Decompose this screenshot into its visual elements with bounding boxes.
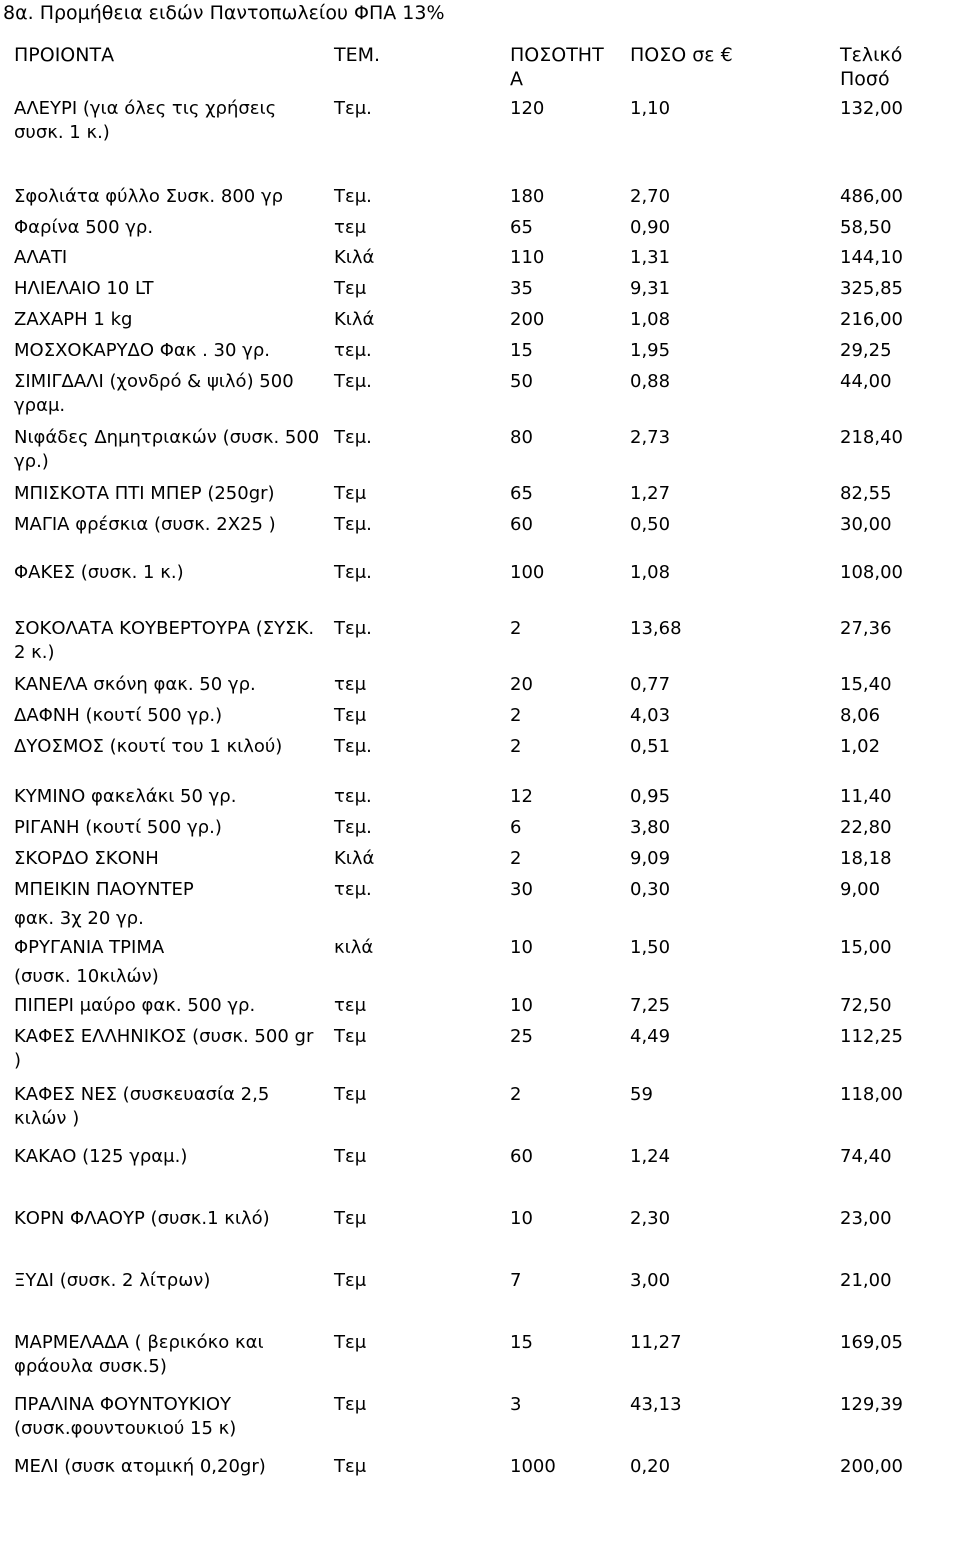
product-cell: ΑΛΑΤΙ [14, 247, 68, 268]
table-row [10, 1023, 960, 1081]
product-cell [10, 934, 330, 992]
price-cell: 0,90 [630, 217, 671, 238]
price-cell: 7,25 [630, 995, 671, 1016]
product-line: ΦΡΥΓΑΝΙΑ ΤΡΙΜΑ [14, 937, 165, 958]
quantity-cell: 2 [510, 736, 522, 757]
price-cell: 0,30 [630, 879, 671, 900]
price-cell: 0,20 [630, 1456, 671, 1477]
product-cell: ΠΙΠΕΡΙ μαύρο φακ. 500 γρ. [14, 995, 256, 1016]
unit-cell: Τεμ [334, 1456, 367, 1477]
price-cell: 0,50 [630, 514, 671, 535]
total-cell: 15,40 [840, 674, 892, 695]
quantity-cell: 2 [510, 1084, 522, 1105]
product-cell: ΚΑΝΕΛΑ σκόνη φακ. 50 γρ. [14, 674, 256, 695]
product-line: (συσκ. 10κιλών) [14, 966, 159, 987]
table-row [10, 244, 960, 275]
quantity-cell: 25 [510, 1026, 533, 1047]
table-row [10, 702, 960, 733]
unit-cell: τεμ. [334, 340, 372, 361]
product-cell: ΗΛΙΕΛΑΙΟ 10 LT [14, 278, 154, 299]
product-cell: ΚΟΡΝ ΦΛΑΟΥΡ (συσκ.1 κιλό) [14, 1208, 270, 1229]
price-cell: 9,09 [630, 848, 671, 869]
header-product: ΠΡΟΙΟΝΤΑ [14, 44, 115, 66]
quantity-cell: 35 [510, 278, 533, 299]
price-cell: 43,13 [630, 1394, 682, 1415]
unit-cell: τεμ [334, 674, 367, 695]
product-cell: ΜΑΡΜΕΛΑΔΑ ( βερικόκο και φράουλα συσκ.5) [14, 1332, 264, 1377]
table-row [10, 934, 960, 992]
total-cell: 18,18 [840, 848, 892, 869]
price-cell: 1,31 [630, 247, 671, 268]
product-cell: ΚΑΦΕΣ ΝΕΣ (συσκευασία 2,5 κιλών ) [14, 1084, 270, 1129]
total-cell: 27,36 [840, 618, 892, 639]
price-cell: 3,00 [630, 1270, 671, 1291]
total-cell: 169,05 [840, 1332, 903, 1353]
table-row [10, 814, 960, 845]
header-price: ΠΟΣΟ σε € [630, 44, 733, 66]
quantity-cell: 2 [510, 848, 522, 869]
product-cell: ΚΑΚΑΟ (125 γραμ.) [14, 1146, 188, 1167]
quantity-cell: 10 [510, 937, 533, 958]
total-cell: 22,80 [840, 817, 892, 838]
unit-cell: Κιλά [334, 247, 375, 268]
total-cell: 44,00 [840, 371, 892, 392]
product-line: ΜΠΕΙΚΙΝ ΠΑΟΥΝΤΕΡ [14, 879, 194, 900]
table-row [10, 424, 960, 480]
product-cell: Νιφάδες Δημητριακών (συσκ. 500 γρ.) [14, 427, 320, 472]
table-row [10, 1453, 960, 1513]
table-row [10, 783, 960, 814]
total-cell: 58,50 [840, 217, 892, 238]
total-cell: 30,00 [840, 514, 892, 535]
price-cell: 0,88 [630, 371, 671, 392]
price-cell: 2,70 [630, 186, 671, 207]
total-cell: 82,55 [840, 483, 892, 504]
quantity-cell: 110 [510, 247, 545, 268]
total-cell: 200,00 [840, 1456, 903, 1477]
product-cell: ΠΡΑΛΙΝΑ ΦΟΥΝΤΟΥΚΙΟΥ (συσκ.φουντουκιού 15 κ) [14, 1394, 237, 1439]
unit-cell: Τεμ. [334, 817, 372, 838]
unit-cell: Τεμ [334, 1394, 367, 1415]
quantity-cell: 65 [510, 217, 533, 238]
product-cell: ΣΚΟΡΔΟ ΣΚΟΝΗ [14, 848, 159, 869]
product-cell: ΔΑΦΝΗ (κουτί 500 γρ.) [14, 705, 223, 726]
unit-cell: Τεμ. [334, 618, 372, 639]
product-cell: ΦΑΚΕΣ (συσκ. 1 κ.) [14, 562, 184, 583]
product-cell [10, 876, 330, 934]
unit-cell: Τεμ. [334, 514, 372, 535]
quantity-cell: 3 [510, 1394, 522, 1415]
product-cell: Σφολιάτα φύλλο Συσκ. 800 γρ [14, 186, 284, 207]
quantity-cell: 80 [510, 427, 533, 448]
product-cell: ΜΑΓΙΑ φρέσκια (συσκ. 2Χ25 ) [14, 514, 276, 535]
product-cell: ΜΕΛΙ (συσκ ατομική 0,20gr) [14, 1456, 266, 1477]
table-row [10, 337, 960, 368]
product-cell: ΔΥΟΣΜΟΣ (κουτί του 1 κιλού) [14, 736, 283, 757]
quantity-cell: 6 [510, 817, 522, 838]
price-cell: 1,50 [630, 937, 671, 958]
price-cell: 1,08 [630, 309, 671, 330]
table-row [10, 1081, 960, 1143]
quantity-cell: 2 [510, 618, 522, 639]
total-cell: 9,00 [840, 879, 881, 900]
products-table [9, 40, 960, 1513]
unit-cell: Τεμ [334, 483, 367, 504]
quantity-cell: 30 [510, 879, 533, 900]
table-row [10, 480, 960, 511]
header-quantity: ΠΟΣΟΤΗΤ Α [510, 44, 604, 90]
product-cell: ΜΟΣΧΟΚΑΡΥΔΟ Φακ . 30 γρ. [14, 340, 270, 361]
header-total: Τελικό Ποσό [840, 44, 903, 90]
table-row [10, 183, 960, 214]
total-cell: 132,00 [840, 98, 903, 119]
table-header-row [10, 41, 960, 95]
product-line: φακ. 3χ 20 γρ. [14, 908, 144, 929]
quantity-cell: 15 [510, 1332, 533, 1353]
table-row [10, 95, 960, 183]
table-row [10, 214, 960, 244]
total-cell: 21,00 [840, 1270, 892, 1291]
quantity-cell: 50 [510, 371, 533, 392]
quantity-cell: 1000 [510, 1456, 556, 1477]
price-cell: 9,31 [630, 278, 671, 299]
unit-cell: Τεμ. [334, 371, 372, 392]
unit-cell: Τεμ [334, 1208, 367, 1229]
product-cell: ΚΥΜΙΝΟ φακελάκι 50 γρ. [14, 786, 237, 807]
product-cell: ΚΑΦΕΣ ΕΛΛΗΝΙΚΟΣ (συσκ. 500 gr ) [14, 1026, 314, 1071]
total-cell: 29,25 [840, 340, 892, 361]
price-cell: 2,73 [630, 427, 671, 448]
price-cell: 0,77 [630, 674, 671, 695]
price-cell: 13,68 [630, 618, 682, 639]
total-cell: 129,39 [840, 1394, 903, 1415]
quantity-cell: 100 [510, 562, 545, 583]
table-row [10, 845, 960, 876]
total-cell: 11,40 [840, 786, 892, 807]
table-row [10, 733, 960, 783]
quantity-cell: 120 [510, 98, 545, 119]
price-cell: 1,08 [630, 562, 671, 583]
total-cell: 144,10 [840, 247, 903, 268]
unit-cell: τεμ. [334, 879, 372, 900]
table-row [10, 671, 960, 702]
unit-cell: Τεμ. [334, 98, 372, 119]
price-cell: 0,51 [630, 736, 671, 757]
total-cell: 216,00 [840, 309, 903, 330]
product-cell: ΜΠΙΣΚΟΤΑ ΠΤΙ ΜΠΕΡ (250gr) [14, 483, 275, 504]
unit-cell: Τεμ. [334, 427, 372, 448]
price-cell: 4,03 [630, 705, 671, 726]
product-cell: Φαρίνα 500 γρ. [14, 217, 154, 238]
unit-cell: τεμ. [334, 786, 372, 807]
total-cell: 1,02 [840, 736, 881, 757]
price-cell: 59 [630, 1084, 653, 1105]
total-cell: 218,40 [840, 427, 903, 448]
quantity-cell: 7 [510, 1270, 522, 1291]
quantity-cell: 10 [510, 995, 533, 1016]
unit-cell: Τεμ [334, 278, 367, 299]
total-cell: 23,00 [840, 1208, 892, 1229]
total-cell: 108,00 [840, 562, 903, 583]
unit-cell: Τεμ [334, 1084, 367, 1105]
product-cell: ΣΙΜΙΓΔΑΛΙ (χονδρό & ψιλό) 500 γραμ. [14, 371, 294, 416]
price-cell: 2,30 [630, 1208, 671, 1229]
table-row [10, 306, 960, 337]
table-row [10, 992, 960, 1023]
quantity-cell: 2 [510, 705, 522, 726]
header-unit: ΤΕΜ. [334, 44, 381, 66]
unit-cell: Τεμ [334, 1332, 367, 1353]
price-cell: 11,27 [630, 1332, 682, 1353]
unit-cell: Τεμ [334, 1026, 367, 1047]
quantity-cell: 20 [510, 674, 533, 695]
product-cell: ΑΛΕΥΡΙ (για όλες τις χρήσεις συσκ. 1 κ.) [14, 98, 277, 143]
price-cell: 3,80 [630, 817, 671, 838]
total-cell: 15,00 [840, 937, 892, 958]
unit-cell: Κιλά [334, 309, 375, 330]
total-cell: 74,40 [840, 1146, 892, 1167]
table-row [10, 368, 960, 424]
quantity-cell: 15 [510, 340, 533, 361]
product-cell: ΣΟΚΟΛΑΤΑ ΚΟΥΒΕΡΤΟΥΡΑ (ΣΥΣΚ. 2 κ.) [14, 618, 315, 663]
price-cell: 1,24 [630, 1146, 671, 1167]
unit-cell: Τεμ [334, 1146, 367, 1167]
quantity-cell: 10 [510, 1208, 533, 1229]
total-cell: 112,25 [840, 1026, 903, 1047]
table-row [10, 876, 960, 934]
product-cell: ΞΥΔΙ (συσκ. 2 λίτρων) [14, 1270, 211, 1291]
unit-cell: Τεμ. [334, 186, 372, 207]
table-row [10, 1329, 960, 1391]
quantity-cell: 60 [510, 1146, 533, 1167]
quantity-cell: 65 [510, 483, 533, 504]
price-cell: 1,95 [630, 340, 671, 361]
table-row [10, 559, 960, 615]
quantity-cell: 180 [510, 186, 545, 207]
table-row [10, 511, 960, 559]
document-title: 8α. Προμήθεια ειδών Παντοπωλείου ΦΠΑ 13% [3, 2, 445, 24]
price-cell: 1,10 [630, 98, 671, 119]
unit-cell: κιλά [334, 937, 374, 958]
unit-cell: Κιλά [334, 848, 375, 869]
quantity-cell: 12 [510, 786, 533, 807]
total-cell: 486,00 [840, 186, 903, 207]
table-row [10, 1205, 960, 1267]
table-row [10, 615, 960, 671]
quantity-cell: 60 [510, 514, 533, 535]
unit-cell: Τεμ. [334, 736, 372, 757]
unit-cell: Τεμ [334, 1270, 367, 1291]
table-row [10, 1143, 960, 1205]
total-cell: 325,85 [840, 278, 903, 299]
table-row [10, 275, 960, 306]
unit-cell: Τεμ [334, 705, 367, 726]
product-cell: ΖΑΧΑΡΗ 1 kg [14, 309, 133, 330]
unit-cell: Τεμ. [334, 562, 372, 583]
unit-cell: τεμ [334, 995, 367, 1016]
table-row [10, 1267, 960, 1329]
unit-cell: τεμ [334, 217, 367, 238]
product-cell: ΡΙΓΑΝΗ (κουτί 500 γρ.) [14, 817, 222, 838]
table-row [10, 1391, 960, 1453]
price-cell: 0,95 [630, 786, 671, 807]
total-cell: 8,06 [840, 705, 881, 726]
price-cell: 4,49 [630, 1026, 671, 1047]
price-cell: 1,27 [630, 483, 671, 504]
total-cell: 118,00 [840, 1084, 903, 1105]
quantity-cell: 200 [510, 309, 545, 330]
total-cell: 72,50 [840, 995, 892, 1016]
